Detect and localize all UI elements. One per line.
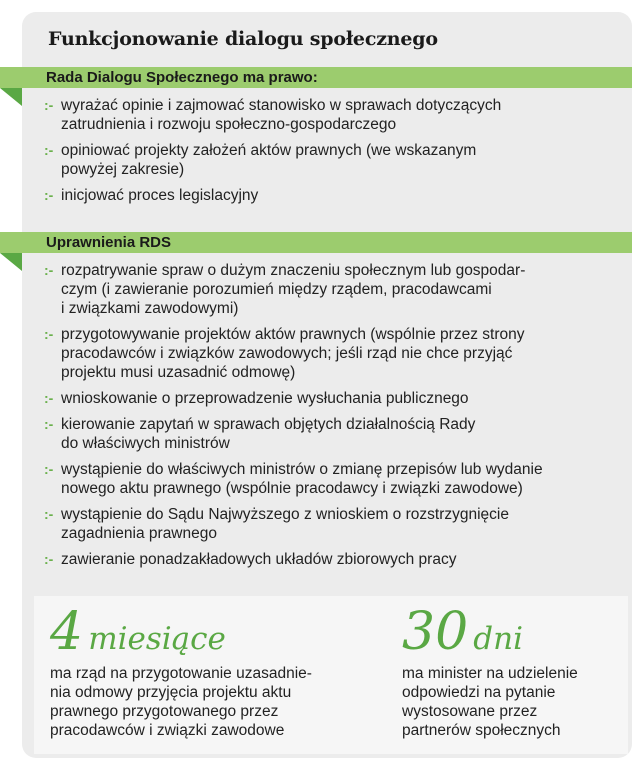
bullet-icon: :- <box>44 187 54 203</box>
stat-line: partnerów społecznych <box>402 722 561 739</box>
stat-number: 4 <box>50 602 84 662</box>
item-line: pracodawców i związków zawodowych; jeśli rząd nie chce przyjąć <box>61 345 513 362</box>
corner-tab-decoration <box>0 88 22 106</box>
bullet-icon: :- <box>44 390 54 406</box>
stat-line: ma minister na udzielenie <box>402 665 578 682</box>
section-heading-rights: Rada Dialogu Społecznego ma prawo: <box>46 69 318 86</box>
bullet-icon: :- <box>44 262 54 278</box>
bullet-icon: :- <box>44 416 54 432</box>
powers-list <box>42 261 622 576</box>
item-line: wystąpienie do właściwych ministrów o zmianę przepisów lub wydanie <box>61 461 543 478</box>
item-line: zagadnienia prawnego <box>61 525 217 542</box>
list-item <box>42 141 622 179</box>
list-item <box>42 186 622 205</box>
item-line: opiniować projekty założeń aktów prawnych (we wskazanym <box>61 142 477 159</box>
item-line: wystąpienie do Sądu Najwyższego z wnioskiem o rozstrzygnięcie <box>61 506 509 523</box>
item-line: kierowanie zapytań w sprawach objętych działalnością Rady <box>61 416 476 433</box>
bullet-icon: :- <box>44 97 54 113</box>
item-line: projektu musi uzasadnić odmowę) <box>61 364 296 381</box>
stat-figure-months <box>50 602 226 662</box>
item-line: czym (i zawieranie porozumień między rządem, pracodawcami <box>61 281 492 298</box>
stat-line: wystosowane przez <box>402 703 538 720</box>
section-heading-powers: Uprawnienia RDS <box>46 234 172 251</box>
item-line: nowego aktu prawnego (wspólnie pracodawcy i związki zawodowe) <box>61 480 523 497</box>
list-item <box>42 415 622 453</box>
stat-line: nia odmowy przyjęcia projektu aktu <box>50 684 292 701</box>
item-line: przygotowywanie projektów aktów prawnych (wspólnie przez strony <box>61 326 525 343</box>
stat-figure-days <box>402 602 523 662</box>
stat-line: pracodawców i związki zawodowe <box>50 722 285 739</box>
item-line: zatrudnienia i rozwoju społeczno-gospodarczego <box>61 116 397 133</box>
bullet-icon: :- <box>44 142 54 158</box>
item-line: do właściwych ministrów <box>61 435 230 452</box>
item-line: zawieranie ponadzakładowych układów zbiorowych pracy <box>61 551 457 568</box>
rights-list <box>42 96 622 212</box>
stat-number: 30 <box>402 602 469 662</box>
list-item <box>42 325 622 382</box>
stat-line: prawnego przygotowanego przez <box>50 703 279 720</box>
bullet-icon: :- <box>44 326 54 342</box>
bullet-icon: :- <box>44 506 54 522</box>
stats-panel <box>34 596 628 754</box>
section-heading-band-powers <box>0 232 632 253</box>
stat-description-days <box>402 664 578 740</box>
item-line: rozpatrywanie spraw o dużym znaczeniu społecznym lub gospodar- <box>61 262 526 279</box>
item-line: wnioskowanie o przeprowadzenie wysłuchania publicznego <box>61 390 469 407</box>
item-line: i związkami zawodowymi) <box>61 300 239 317</box>
bullet-icon: :- <box>44 551 54 567</box>
list-item <box>42 96 622 134</box>
item-line: inicjować proces legislacyjny <box>61 187 259 204</box>
list-item <box>42 505 622 543</box>
list-item <box>42 389 622 408</box>
stat-line: ma rząd na przygotowanie uzasadnie- <box>50 665 312 682</box>
list-item <box>42 460 622 498</box>
stat-unit: dni <box>473 621 523 657</box>
list-item <box>42 550 622 569</box>
stat-line: odpowiedzi na pytanie <box>402 684 556 701</box>
bullet-icon: :- <box>44 461 54 477</box>
section-heading-band-rights <box>0 67 632 88</box>
corner-tab-decoration <box>0 253 22 271</box>
list-item <box>42 261 622 318</box>
item-line: powyżej zakresie) <box>61 161 185 178</box>
infographic-title: Funkcjonowanie dialogu społecznego <box>48 28 438 50</box>
stat-unit: miesiące <box>88 621 226 657</box>
stat-description-months <box>50 664 312 740</box>
item-line: wyrażać opinie i zajmować stanowisko w sprawach dotyczących <box>61 97 502 114</box>
